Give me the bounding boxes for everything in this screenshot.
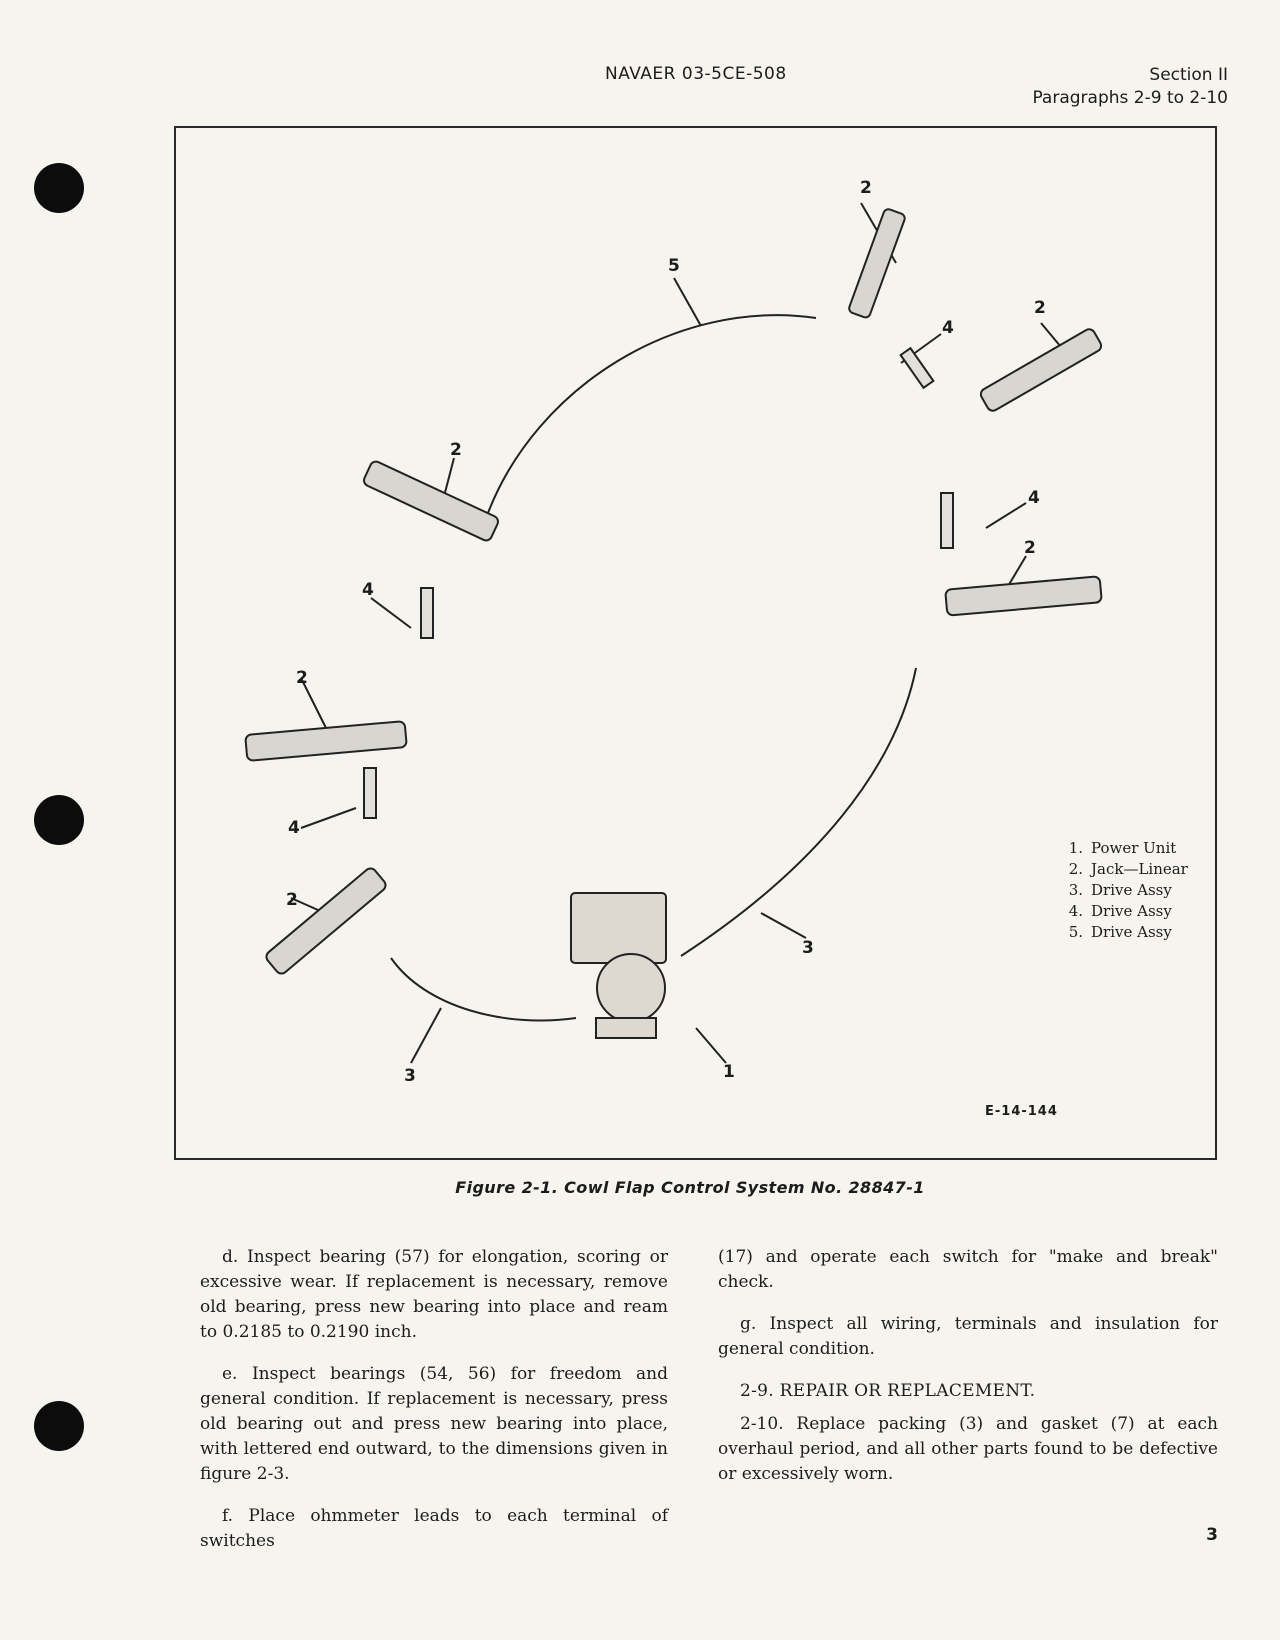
callout-2-left-top: 2 [450, 440, 462, 460]
page-number: 3 [1206, 1525, 1218, 1545]
paragraph-f-continued: (17) and operate each switch for "make and break" check. [718, 1247, 1218, 1292]
drive-cable-5 [488, 315, 816, 513]
drive-cable-3-left [391, 958, 576, 1021]
callout-4-top: 4 [942, 318, 954, 338]
paragraph-e: e. Inspect bearings (54, 56) for freedom and general condition. If replacement is necessary, press old bearing out and press new bearing into place, with lettered end outward, to the dimensions given in figure 2-3. [200, 1364, 668, 1484]
text-column-left [200, 1245, 668, 1571]
legend-item: 3. Drive Assy [1068, 881, 1172, 899]
paragraph-range: Paragraphs 2-9 to 2-10 [1032, 88, 1228, 108]
heading-2-9: 2-9. REPAIR OR REPLACEMENT. [740, 1381, 1036, 1401]
paragraph-2-10: 2-10. Replace packing (3) and gasket (7) at each overhaul period, and all other parts found to be defective or excessively worn. [718, 1414, 1218, 1484]
legend-item: 5. Drive Assy [1068, 923, 1172, 941]
legend-item: 2. Jack—Linear [1068, 860, 1188, 878]
figure-caption: Figure 2-1. Cowl Flap Control System No. 28847-1 [455, 1178, 925, 1197]
paragraph-g: g. Inspect all wiring, terminals and insulation for general condition. [718, 1314, 1218, 1359]
callout-4-right: 4 [1028, 488, 1040, 508]
figure-2-1 [174, 126, 1217, 1160]
callout-1: 1 [723, 1062, 735, 1082]
section-label: Section II [1149, 65, 1228, 85]
power-unit-drawing [571, 893, 666, 1038]
doc-number: NAVAER 03-5CE-508 [605, 64, 787, 84]
legend-item: 1. Power Unit [1068, 839, 1177, 857]
drive-assy-4-fittings [364, 348, 953, 818]
binder-hole-middle [34, 795, 84, 845]
paragraph-d: d. Inspect bearing (57) for elongation, scoring or excessive wear. If replacement is necessary, remove old bearing, press new bearing into place and ream to 0.2185 to 0.2190 inch. [200, 1247, 668, 1342]
callout-3-left: 3 [404, 1066, 416, 1086]
paragraph-f: f. Place ohmmeter leads to each terminal of switches [200, 1506, 668, 1551]
drawing-id: E-14-144 [985, 1104, 1058, 1119]
cowl-flap-drawing [176, 128, 1219, 1162]
section-header [1032, 64, 1228, 110]
callout-4-left-bottom: 4 [288, 818, 300, 838]
callout-4-left-top: 4 [362, 580, 374, 600]
binder-hole-bottom [34, 1401, 84, 1451]
callout-2-top: 2 [860, 178, 872, 198]
callout-5: 5 [668, 256, 680, 276]
callout-2-right: 2 [1024, 538, 1036, 558]
binder-hole-top [34, 163, 84, 213]
text-column-right [718, 1245, 1218, 1504]
callout-3-right: 3 [802, 938, 814, 958]
callout-2-left-bottom: 2 [286, 890, 298, 910]
figure-legend [1063, 838, 1188, 943]
drive-cable-3-right [681, 668, 916, 956]
callout-2-right-top: 2 [1034, 298, 1046, 318]
legend-item: 4. Drive Assy [1068, 902, 1172, 920]
callout-2-left-middle: 2 [296, 668, 308, 688]
